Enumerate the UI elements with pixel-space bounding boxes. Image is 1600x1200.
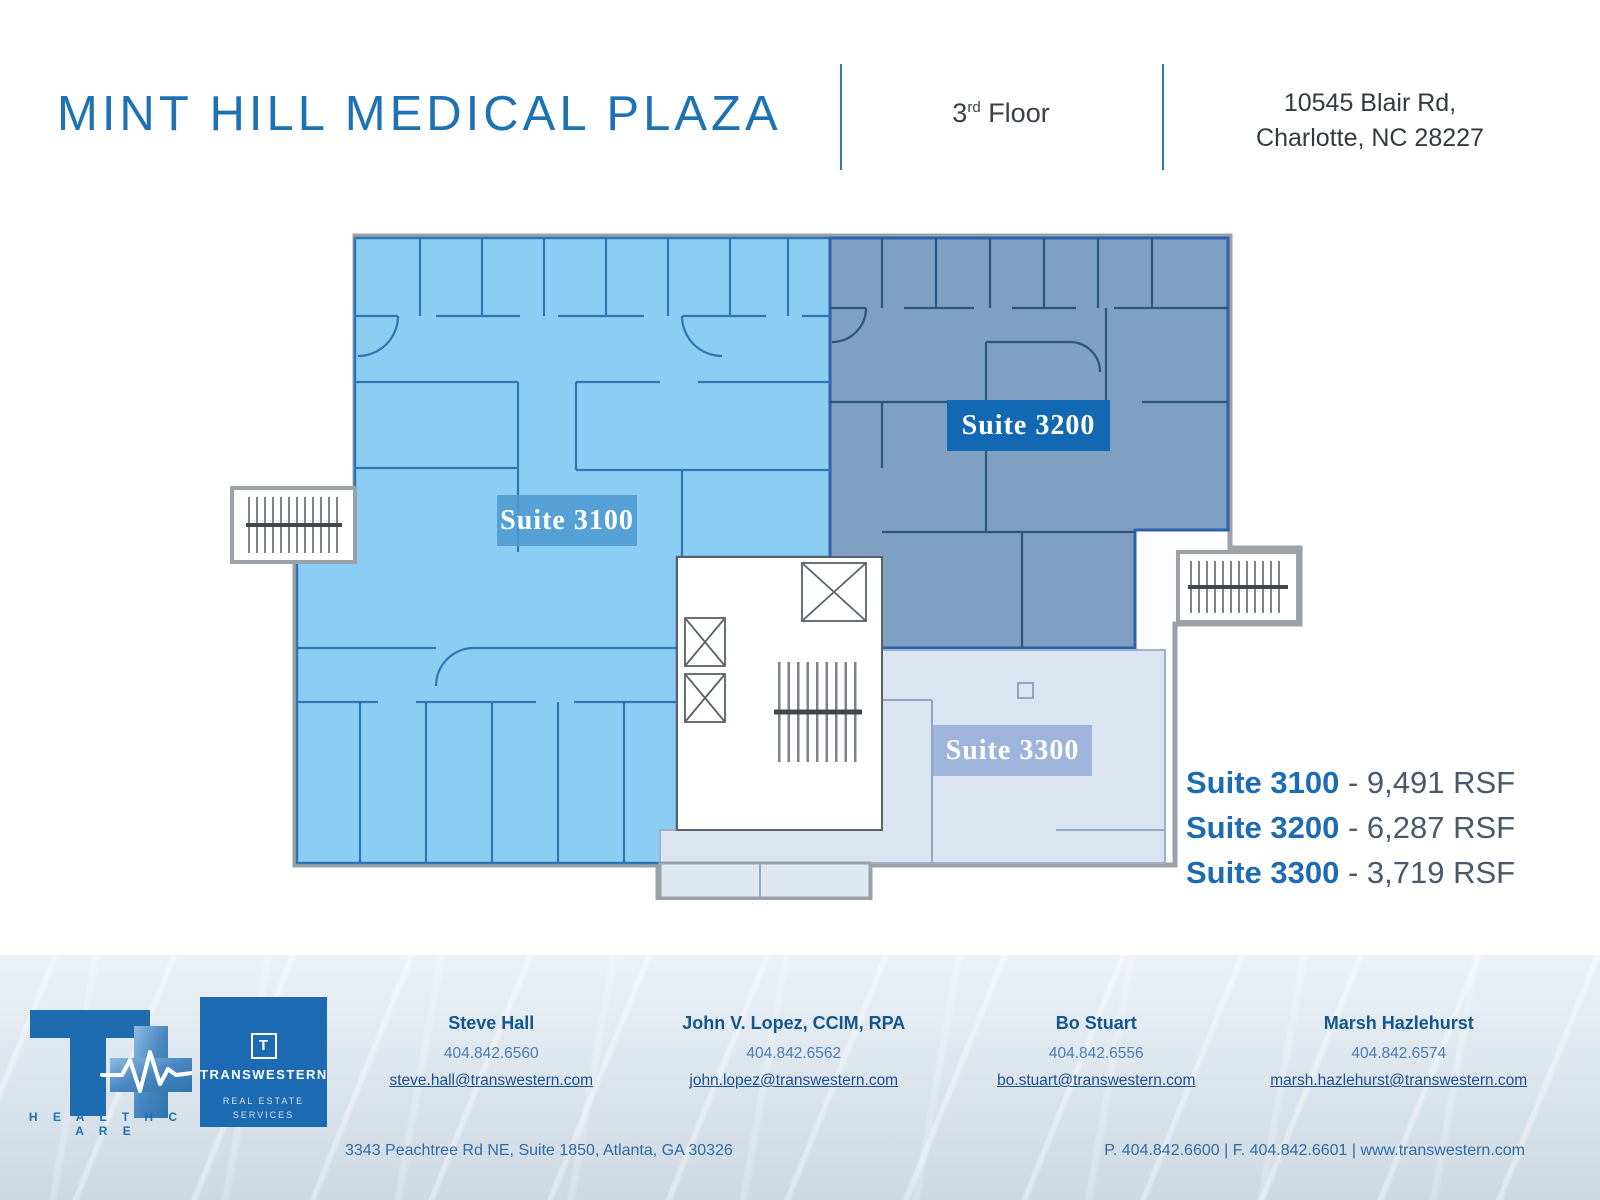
contact-email-link[interactable]: marsh.hazlehurst@transwestern.com	[1270, 1072, 1528, 1089]
suite-rsf: - 9,491 RSF	[1339, 765, 1516, 800]
transwestern-logo-box	[200, 997, 327, 1127]
contact-email-link[interactable]: steve.hall@transwestern.com	[389, 1072, 594, 1089]
core-area	[677, 557, 882, 830]
division-line2: SERVICES	[232, 1109, 295, 1120]
floor-number: 3	[952, 98, 968, 128]
address-line1: 10545 Blair Rd,	[1283, 89, 1457, 117]
availability-row	[1186, 850, 1515, 895]
contact-phone: 404.842.6562	[746, 1045, 842, 1062]
suite-rsf: - 3,719 RSF	[1339, 855, 1516, 890]
contact-card	[340, 1013, 643, 1090]
contact-name: Marsh Hazlehurst	[1323, 1013, 1474, 1033]
phone-fax-website[interactable]: P. 404.842.6600 | F. 404.842.6601 | www.transwestern.com	[1104, 1142, 1525, 1159]
floor-word: Floor	[988, 98, 1050, 128]
address-line2: Charlotte, NC 28227	[1256, 124, 1484, 152]
healthcare-logo-icon	[22, 1000, 192, 1118]
office-address: 3343 Peachtree Rd NE, Suite 1850, Atlanta, GA 30326	[345, 1142, 733, 1159]
stairwell-right	[1178, 552, 1298, 622]
stairwell-left	[232, 488, 355, 562]
floor-plan-drawing	[230, 230, 1310, 900]
suite-3100-label: Suite 3100	[497, 495, 637, 546]
availability-row	[1186, 805, 1515, 850]
healthcare-label: H E A L T H C A R E	[28, 1110, 184, 1138]
transwestern-division	[200, 1095, 327, 1122]
transwestern-t-icon: T	[251, 1033, 277, 1059]
contact-phone: 404.842.6560	[443, 1045, 539, 1062]
contact-email-link[interactable]: john.lopez@transwestern.com	[689, 1072, 899, 1089]
contact-phone: 404.842.6556	[1048, 1045, 1144, 1062]
footer	[0, 955, 1600, 1200]
suite-3300-label: Suite 3300	[933, 725, 1092, 776]
availability-row	[1186, 760, 1515, 805]
division-line1: REAL ESTATE	[222, 1096, 305, 1106]
suite-rsf: - 6,287 RSF	[1339, 810, 1516, 845]
suite-3200-label: Suite 3200	[947, 400, 1110, 451]
contact-name: Bo Stuart	[1055, 1013, 1137, 1033]
healthcare-logo	[22, 1000, 192, 1123]
contact-card	[643, 1013, 946, 1090]
header-divider-right	[1162, 64, 1164, 170]
contact-email-link[interactable]: bo.stuart@transwestern.com	[997, 1072, 1196, 1089]
floor-label	[842, 98, 1160, 129]
transwestern-name: TRANSWESTERN	[200, 1067, 328, 1082]
contact-list	[340, 1013, 1550, 1090]
floor-plan	[230, 230, 1310, 900]
floor-ordinal: rd	[967, 99, 981, 116]
lobby-vestibule	[660, 863, 870, 898]
contact-name: Steve Hall	[448, 1013, 535, 1033]
suite-name: Suite 3300	[1186, 855, 1340, 890]
page-title: MINT HILL MEDICAL PLAZA	[57, 87, 782, 141]
contact-phone: 404.842.6574	[1351, 1045, 1447, 1062]
availability-list	[1186, 760, 1515, 895]
property-address	[1195, 86, 1545, 156]
contact-card	[945, 1013, 1248, 1090]
contact-card	[1248, 1013, 1551, 1090]
suite-name: Suite 3200	[1186, 810, 1340, 845]
suite-name: Suite 3100	[1186, 765, 1340, 800]
contact-name: John V. Lopez, CCIM, RPA	[682, 1013, 906, 1033]
